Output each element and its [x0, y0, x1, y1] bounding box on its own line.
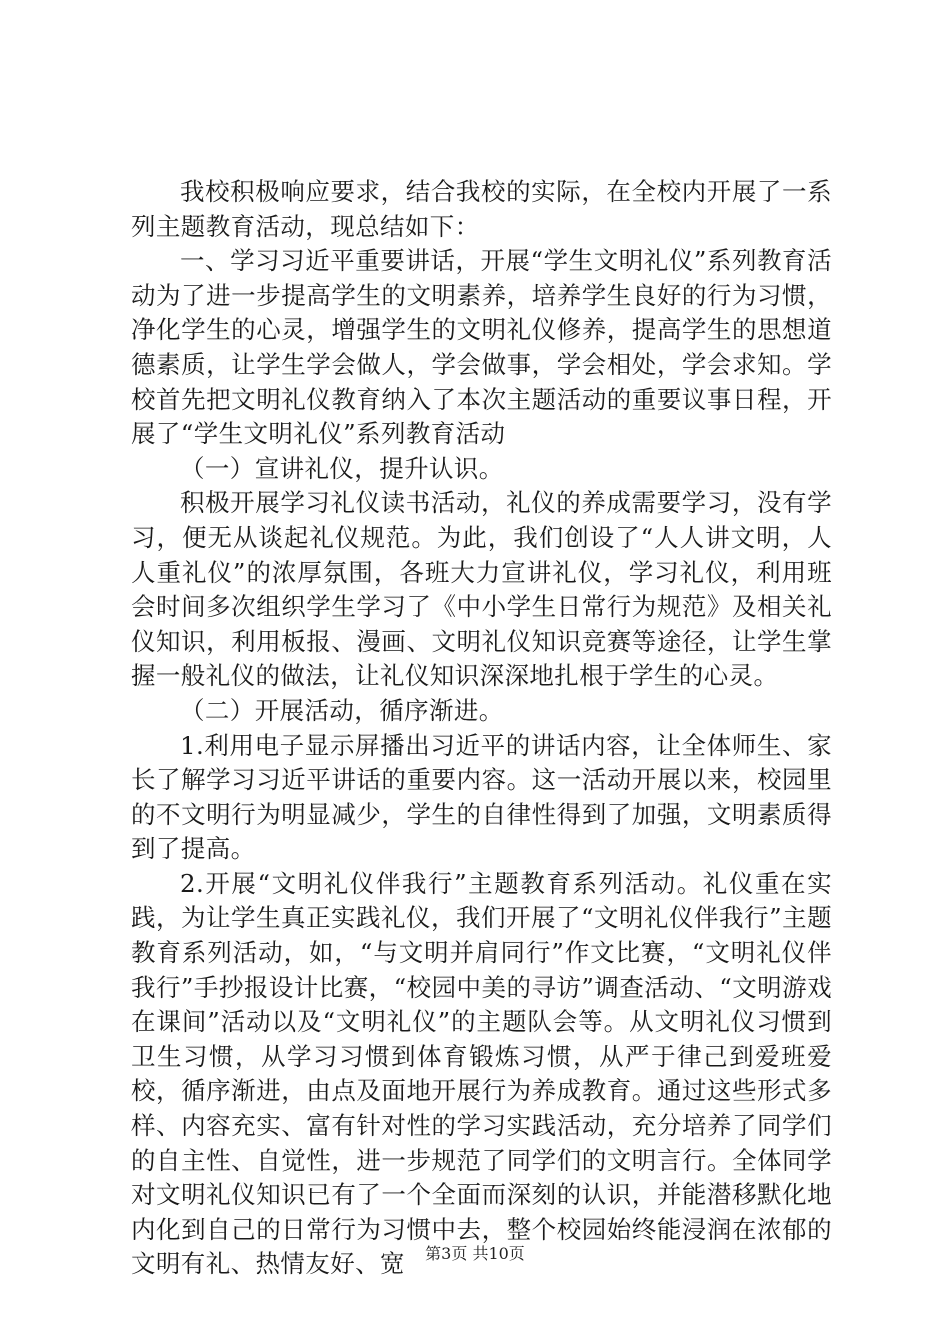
- paragraph-intro: 我校积极响应要求，结合我校的实际，在全校内开展了一系列主题教育活动，现总结如下：: [131, 177, 832, 241]
- paragraph-section-1: 一、学习习近平重要讲话，开展“学生文明礼仪”系列教育活动为了进一步提高学生的文明素养，培养学生良好的行为习惯，净化学生的心灵，增强学生的文明礼仪修养，提高学生的思想道德素质，让学生学会做人，学会做事，学会相处，学会求知。学校首先把文明礼仪教育纳入了本次主题活动的重要议事日程，开展了“学生文明礼仪”系列教育活动: [131, 246, 832, 449]
- document-body: [131, 175, 832, 1282]
- page-footer: 第3页 共10页: [425, 1244, 525, 1263]
- paragraph-item-2: 2.开展“文明礼仪伴我行”主题教育系列活动。礼仪重在实践，为让学生真正实践礼仪，我们开展了“文明礼仪伴我行”主题教育系列活动，如，“与文明并肩同行”作文比赛，“文明礼仪伴我行”手抄报设计比赛，“校园中美的寻访”调查活动、“文明游戏在课间”活动以及“文明礼仪”的主题队会等。从文明礼仪习惯到卫生习惯，从学习习惯到体育锻炼习惯，从严于律己到爱班爱校，循序渐进，由点及面地开展行为养成教育。通过这些形式多样、内容充实、富有针对性的学习实践活动，充分培养了同学们的自主性、自觉性，进一步规范了同学们的文明言行。全体同学对文明礼仪知识已有了一个全面而深刻的认识，并能潜移默化地内化到自己的日常行为习惯中去，整个校园始终能浸润在浓郁的文明有礼、热情友好、宽: [131, 868, 832, 1279]
- subheading-1: （一）宣讲礼仪，提升认识。: [180, 453, 504, 483]
- paragraph-item-1: 1.利用电子显示屏播出习近平的讲话内容，让全体师生、家长了解学习习近平讲话的重要内容。这一活动开展以来，校园里的不文明行为明显减少，学生的自律性得到了加强，文明素质得到了提高。: [131, 730, 832, 864]
- paragraph-etiquette-study: 积极开展学习礼仪读书活动，礼仪的养成需要学习，没有学习，便无从谈起礼仪规范。为此，我们创设了“人人讲文明，人人重礼仪”的浓厚氛围，各班大力宣讲礼仪，学习礼仪，利用班会时间多次组织学生学习了《中小学生日常行为规范》及相关礼仪知识，利用板报、漫画、文明礼仪知识竞赛等途径，让学生掌握一般礼仪的做法，让礼仪知识深深地扎根于学生的心灵。: [131, 488, 832, 691]
- subheading-2: （二）开展活动，循序渐进。: [180, 695, 504, 725]
